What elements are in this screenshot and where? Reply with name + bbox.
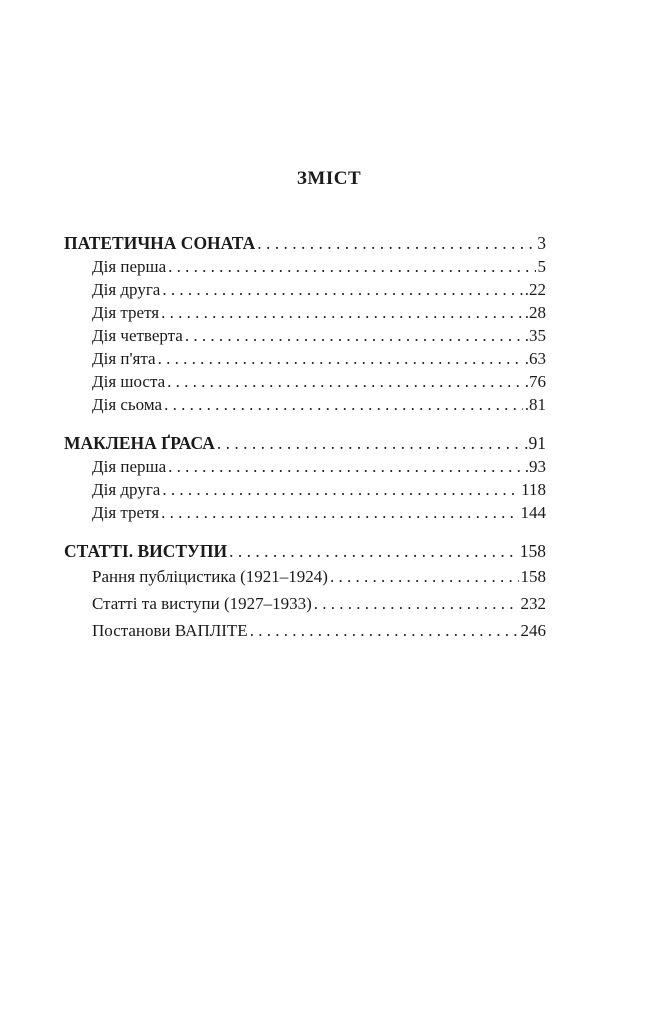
dot-leader bbox=[168, 255, 535, 278]
toc-section-heading[interactable] bbox=[64, 232, 546, 255]
page-number: 5 bbox=[537, 257, 546, 276]
toc-entry[interactable] bbox=[64, 278, 546, 301]
toc-entry[interactable] bbox=[64, 324, 546, 347]
page-number: .81 bbox=[524, 395, 546, 414]
entry-title: Дія шоста bbox=[92, 372, 166, 391]
dot-leader bbox=[217, 432, 522, 455]
toc-entry[interactable] bbox=[64, 370, 546, 393]
entry-title: Дія третя bbox=[92, 503, 160, 522]
toc-entry[interactable] bbox=[64, 501, 546, 524]
section-title: МАКЛЕНА ҐРАСА bbox=[64, 433, 215, 453]
entry-title: Дія п'ята bbox=[92, 349, 156, 368]
entry-title: Дія перша bbox=[92, 457, 167, 476]
page-number: 3 bbox=[537, 233, 546, 253]
page-title: ЗМІСТ bbox=[296, 168, 362, 189]
dot-leader bbox=[314, 590, 519, 617]
toc-entry[interactable] bbox=[64, 301, 546, 324]
dot-leader bbox=[161, 301, 523, 324]
page-number: 144 bbox=[520, 503, 546, 522]
page-number: .28 bbox=[524, 303, 546, 322]
entry-title: Дія друга bbox=[92, 480, 161, 499]
toc-section-heading[interactable] bbox=[64, 540, 546, 563]
dot-leader bbox=[158, 347, 523, 370]
dot-leader bbox=[161, 501, 518, 524]
entry-title: Дія сьома bbox=[92, 395, 163, 414]
page-number: 158 bbox=[520, 567, 546, 586]
section-title: ПАТЕТИЧНА СОНАТА bbox=[64, 233, 256, 253]
page-number: .35 bbox=[524, 326, 546, 345]
toc-entry[interactable] bbox=[64, 347, 546, 370]
toc-section-heading[interactable] bbox=[64, 432, 546, 455]
page-number: .91 bbox=[524, 433, 546, 453]
toc-section-articles bbox=[64, 540, 546, 644]
dot-leader bbox=[162, 478, 519, 501]
dot-leader bbox=[257, 232, 535, 255]
toc-entry[interactable] bbox=[64, 478, 546, 501]
toc-section-maklena-grasa bbox=[64, 432, 546, 524]
page-number: 232 bbox=[520, 594, 546, 613]
page-number: 158 bbox=[519, 541, 546, 561]
entry-title: Дія третя bbox=[92, 303, 160, 322]
dot-leader bbox=[164, 393, 523, 416]
dot-leader bbox=[167, 370, 523, 393]
page-number: .76 bbox=[524, 372, 546, 391]
toc-entry[interactable] bbox=[64, 563, 546, 590]
entry-title: Дія друга bbox=[92, 280, 161, 299]
section-title: СТАТТІ. ВИСТУПИ bbox=[64, 541, 228, 561]
entry-title: Постанови ВАПЛІТЕ bbox=[92, 621, 248, 640]
dot-leader bbox=[229, 540, 518, 563]
toc-entry[interactable] bbox=[64, 393, 546, 416]
dot-leader bbox=[185, 324, 523, 347]
dot-leader bbox=[168, 455, 523, 478]
dot-leader bbox=[250, 617, 519, 644]
toc-section-pathetic-sonata bbox=[64, 232, 546, 416]
page-number: 246 bbox=[520, 621, 546, 640]
page-number: 118 bbox=[521, 480, 546, 499]
page-number: .93 bbox=[524, 457, 546, 476]
page-number: .63 bbox=[524, 349, 546, 368]
entry-title: Дія перша bbox=[92, 257, 167, 276]
dot-leader bbox=[162, 278, 522, 301]
toc-entry[interactable] bbox=[64, 590, 546, 617]
entry-title: Рання публіцистика (1921–1924) bbox=[92, 567, 328, 586]
page-number: .22 bbox=[524, 280, 546, 299]
entry-title: Статті та виступи (1927–1933) bbox=[92, 594, 312, 613]
toc-entry[interactable] bbox=[64, 617, 546, 644]
entry-title: Дія четверта bbox=[92, 326, 183, 345]
dot-leader bbox=[330, 563, 519, 590]
toc-entry[interactable] bbox=[64, 455, 546, 478]
toc-entry[interactable] bbox=[64, 255, 546, 278]
table-of-contents bbox=[64, 232, 546, 644]
